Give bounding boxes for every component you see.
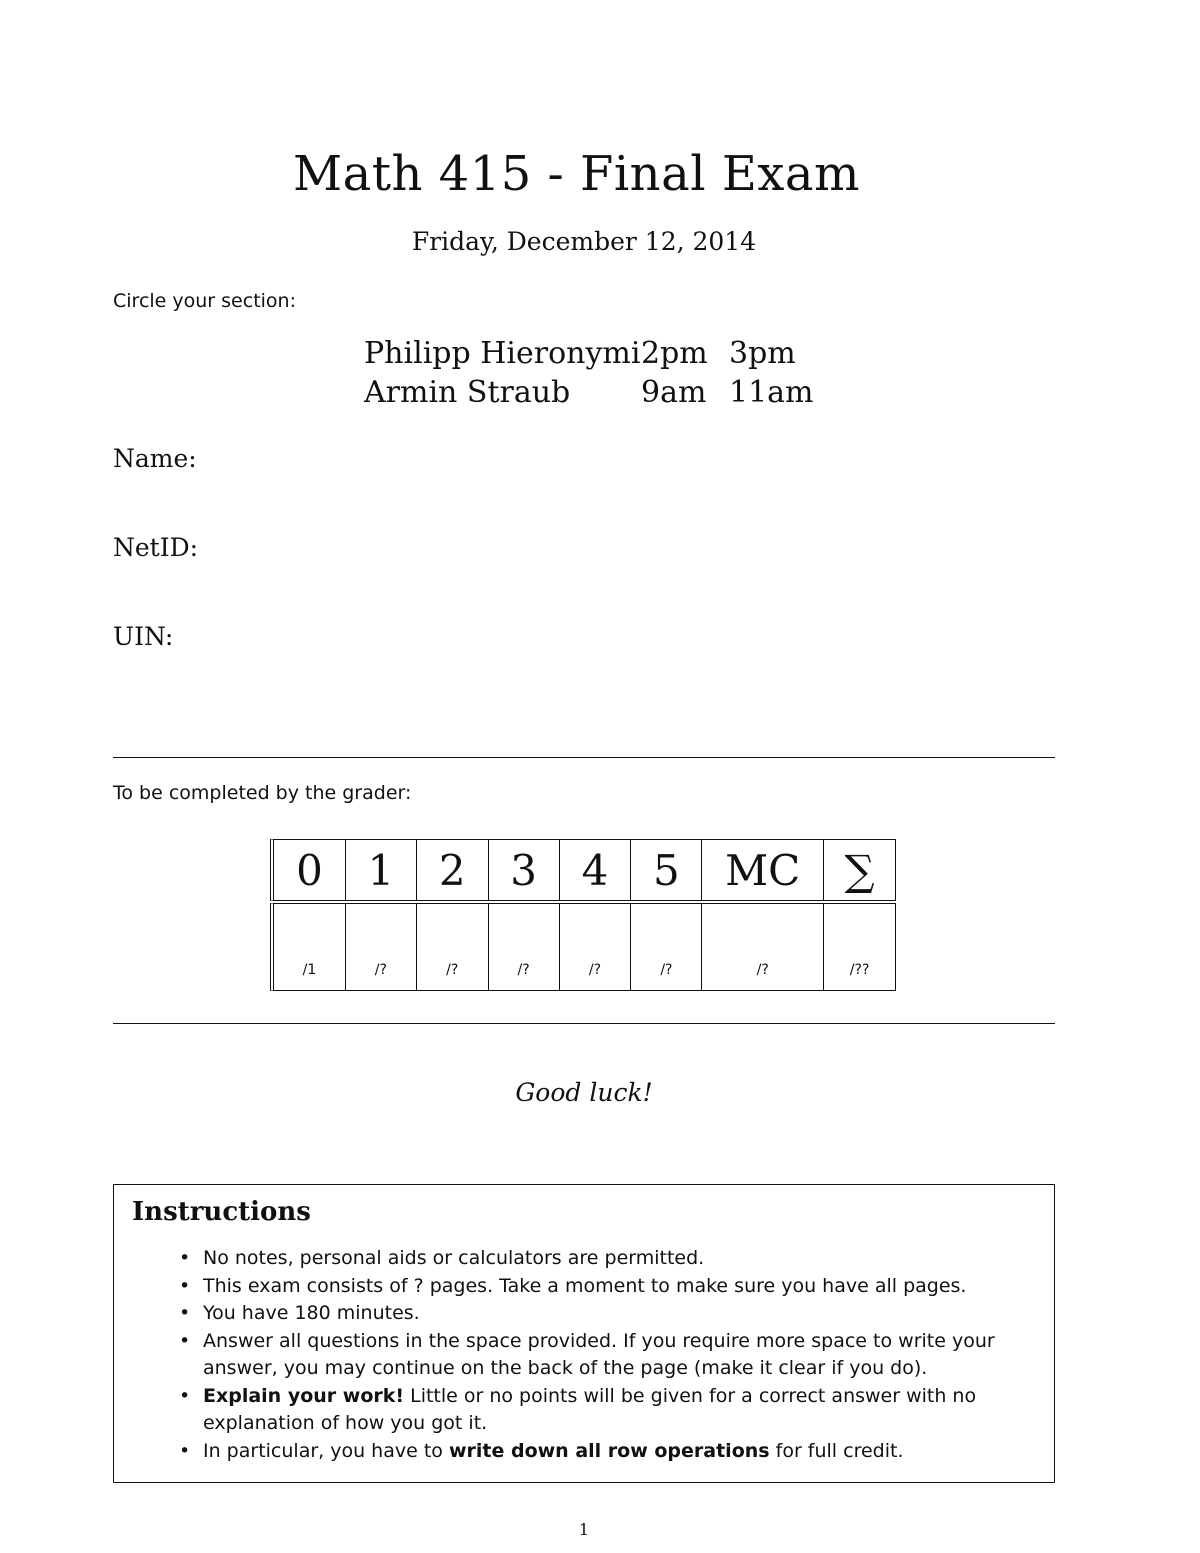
problem-header: MC [702,840,824,900]
score-cell[interactable]: /? [631,904,702,990]
section-time[interactable]: 2pm [641,336,708,371]
section-time[interactable]: 3pm [729,336,796,371]
exam-date: Friday, December 12, 2014 [411,227,757,256]
grader-prompt: To be completed by the grader: [113,782,412,804]
grade-table-points [270,903,896,991]
bullet-icon: • [179,1439,191,1462]
instructions-list [179,1245,1043,1465]
good-luck-message: Good luck! [515,1078,653,1107]
bullet-icon: • [179,1247,191,1269]
total-score-cell[interactable]: /?? [849,962,870,978]
netid-field-label: NetID: [113,533,199,562]
instructor-name: Armin Straub [364,375,571,410]
score-cell[interactable]: /? [560,904,632,990]
name-field-label: Name: [113,444,197,473]
sum-header: ∑ [844,845,875,895]
problem-header: 5 [631,840,702,900]
instruction-item: • Explain your work! Little or no points will be given for a correct answer with no explanation of how you got it. [179,1384,977,1434]
problem-header: 4 [560,840,632,900]
score-cell[interactable]: /? [417,904,489,990]
problem-header: 2 [417,840,489,900]
exam-title: Math 415 - Final Exam [292,146,861,202]
bullet-icon: • [179,1329,191,1352]
grade-table-header [270,839,896,901]
page-number: 1 [578,1520,590,1539]
uin-field-label: UIN: [113,622,174,651]
instruction-item: • Answer all questions in the space provided. If you require more space to write your answer, you may continue on the back of the page (make it clear if you do). [179,1329,995,1379]
instruction-item: • This exam consists of ? pages. Take a moment to make sure you have all pages. [203,1273,1043,1301]
score-cell[interactable]: /? [489,904,560,990]
instruction-item: • No notes, personal aids or calculators are permitted. [203,1245,1043,1273]
instruction-item: • In particular, you have to write down all row operations for full credit. [203,1438,1043,1466]
problem-header: 0 [274,840,346,900]
section-row [364,373,814,412]
section-prompt: Circle your section: [113,290,296,312]
section-time[interactable]: 9am [641,375,707,410]
grade-table [270,839,896,991]
divider [113,757,1055,758]
instruction-item: • You have 180 minutes. [203,1300,1043,1328]
score-cell[interactable]: /1 [274,904,346,990]
score-cell[interactable]: /? [702,904,824,990]
section-options [364,334,814,412]
bullet-icon: • [179,1274,191,1297]
score-cell[interactable]: /? [346,904,417,990]
instructor-name: Philipp Hieronymi [364,336,641,371]
divider [113,1023,1055,1024]
section-time[interactable]: 11am [729,375,814,410]
instructions-title: Instructions [132,1197,311,1227]
problem-header: 3 [489,840,560,900]
instructions-box [113,1184,1055,1483]
bullet-icon: • [179,1384,191,1407]
problem-header: 1 [346,840,417,900]
section-row [364,334,814,373]
bullet-icon: • [179,1302,191,1324]
